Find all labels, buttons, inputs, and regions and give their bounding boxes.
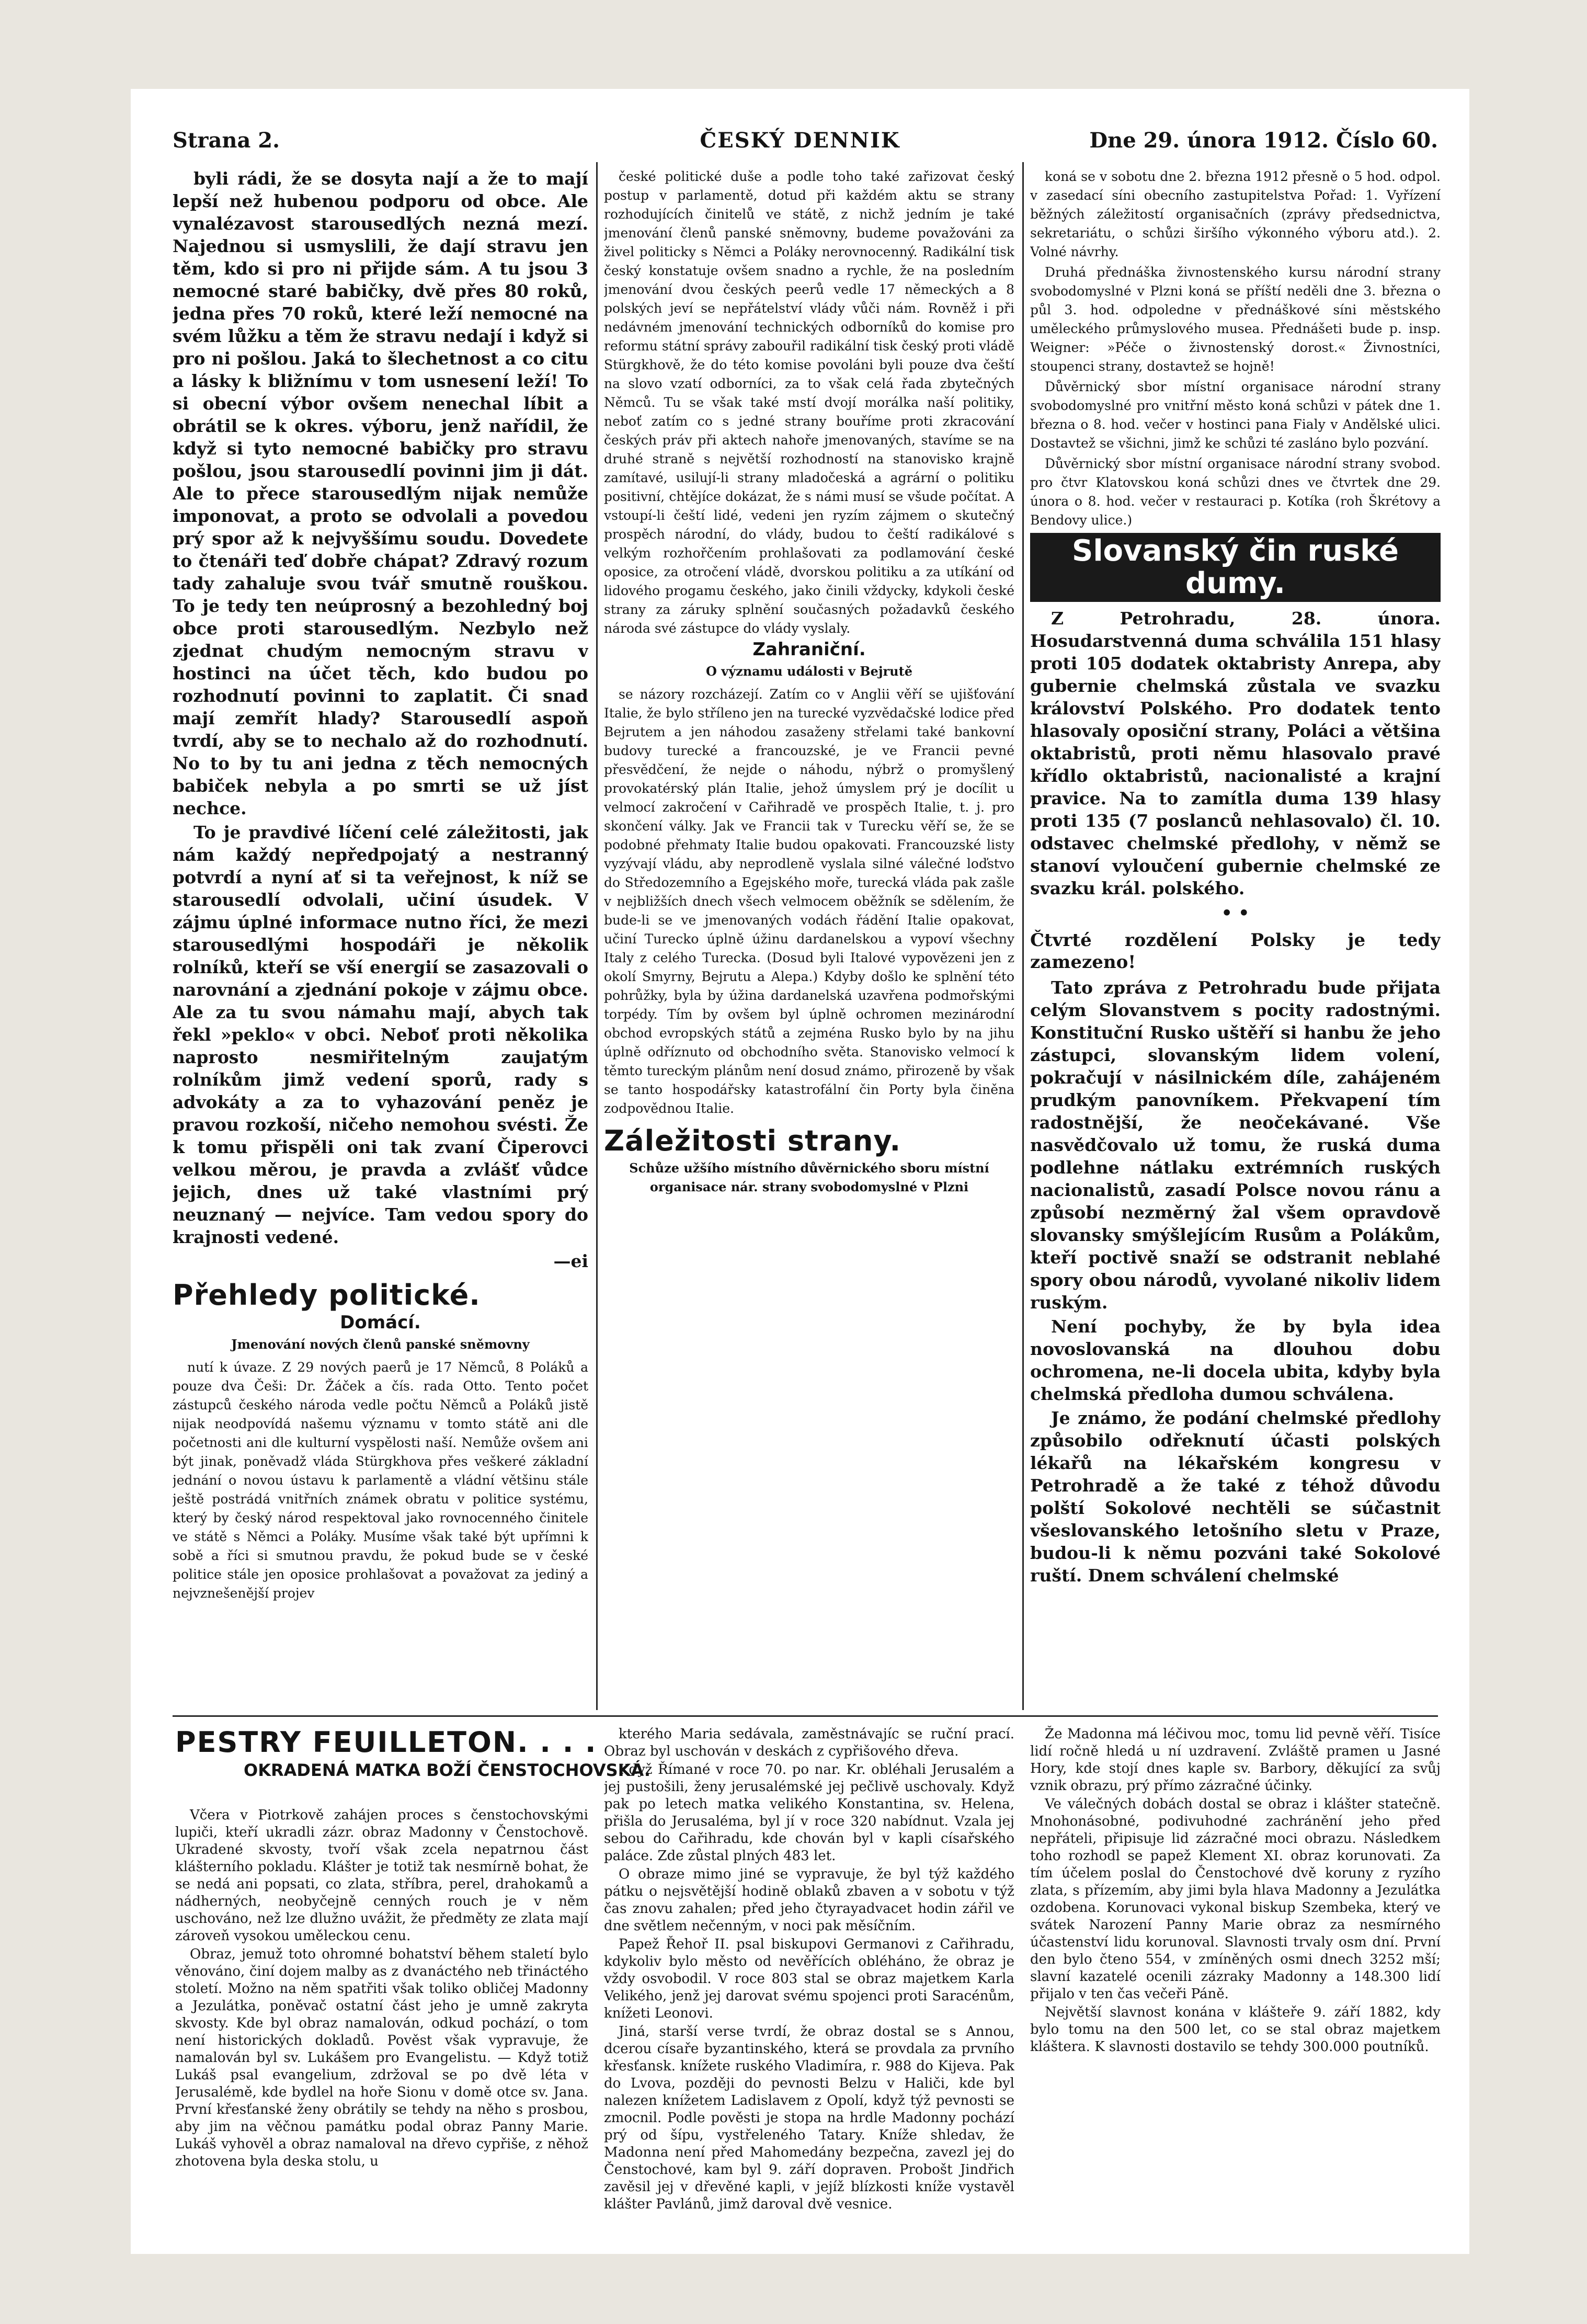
notice: koná se v sobotu dne 2. března 1912 přesně o 5 hod. odpol. v zasedací síni obecního zastupitelstva Pořad: 1. Vyřízení běžných záležitostí organisačních (zprávy předsednictva, sekretariátu, o schůzi širšího výkonného výboru atd.). 2. Volné návrhy. — [1030, 169, 1441, 259]
duma-article — [1030, 607, 1441, 1587]
issue-number: Číslo 60. — [1336, 128, 1438, 153]
feuilleton-column-3 — [1030, 1726, 1441, 2249]
col1-paragraph: byli rádi, že se dosyta nají a že to mají lepší než hubenou podporu od obce. Ale vynalézavost starousedlých nezná mezí. Najednou si usmyslili, že dají stravu jen těm, kdo si pro ni přijde sám. A tu jsou 3 nemocné staré babičky, dvě přes 80 roků, jedna přes 70 roků, které leží nemocné na svém lůžku a těm že stravu nedají i když si pro ni pošlou. Jaká to šlechetnost a co citu a lásky k bližnímu v tom usnesení leží! To si obecní výbor ovšem nenechal líbit a obrátil se k okres. výboru, jenž nařídil, že když si tyto nemocné babičky pro stravu pošlou, jsou starousedlí povinni jim ji dát. Ale to přece starousedlým nijak nemůže imponovat, a proto se odvolali a povedou prý spor až k nejvyššímu soudu. Dovedete to čtenáři teď dobře chápat? Zdravý rozum tady zahaluje svou tvář smutně rouškou. To je tedy ten neúprosný a bezohledný boj obce proti starousedlým. Nezbylo než zjednat chudým nemocným stravu v hostinci na účet těch, kdo budou po rozhodnutí povinni to zaplatit. Či snad mají zemřít hlady? Starousedlí aspoň tvrdí, aby se to nechalo až do rozhodnutí. No to by tu ani jedna z těch nemocných babiček nebyla a po smrti se už jíst nechce. — [173, 168, 588, 818]
duma-headline: Slovanský čin ruské dumy. — [1030, 533, 1441, 602]
feuilleton-paragraph: Největší slavnost konána v klášteře 9. září 1882, kdy bylo tomu na den 500 let, co se stal obraz majetkem kláštera. K slavnosti dostavilo se tehdy 300.000 poutníků. — [1030, 2004, 1441, 2055]
feuilleton-title: OKRADENÁ MATKA BOŽÍ ČENSTOCHOVSKÁ. — [244, 1760, 650, 1780]
section-title-foreign: Zahraniční. — [752, 639, 866, 660]
feuilleton-paragraph: Obraz, jemuž toto ohromné bohatství během staletí bylo věnováno, činí dojem malby as z dvanáctého neb třináctého století. Možno na něm spatřiti však toliko obličej Madonny a Jezulátka, poněvač ostatní část jeho je umně zakryta skvosty. Kde byl obraz namalován, odkud pochází, o tom není historických dokladů. Pověst však vypravuje, že namalován byl sv. Lukášem pro Evangelistu. — Když totiž Lukáš psal evangelium, zdržoval se po dvě léta v Jerusalémě, kde bydlel na hoře Sionu v domě otce sv. Jana. První křesťanské ženy obrátily se tehdy na něho s prosbou, aby jim na věčnou památku podal obraz Panny Marie. Lukáš vyhověl a obraz namaloval na dřevo cypřiše, z něhož zhotovena byla deska stolu, u — [175, 1946, 588, 2169]
notice: Důvěrnický sbor místní organisace národní strany svobodomyslné pro vnitřní město koná schůzi v pátek dne 1. března o 8. hod. večer v hostinci pana Fialy v Andělské ulici. Dostavtež se všichni, jimž ke schůzi té zasláno bylo pozvání. — [1030, 379, 1441, 451]
newspaper-title: ČESKÝ DENNIK — [700, 128, 900, 153]
duma-paragraph: Není pochyby, že by byla idea novoslovanská na dlouhou dobu ochromena, ne-li docela ubita, kdyby byla chelmská předloha dumou schválena. — [1030, 1316, 1441, 1404]
issue-date — [1089, 128, 1438, 153]
notice: Důvěrnický sbor místní organisace národní strany svobod. pro čtvr Klatovskou koná schůzi dnes ve čtvrtek dne 29. února o 8. hod. večer v restauraci p. Kotíka (roh Škrétovy a Bendovy ulice.) — [1030, 456, 1441, 528]
page-number: Strana 2. — [173, 128, 280, 153]
newspaper-page — [131, 89, 1469, 2254]
article-title-beirut: O významu události v Bejrutě — [706, 664, 912, 679]
masthead — [131, 128, 1469, 165]
feuilleton-paragraph: kterého Maria sedávala, zaměstnávajíc se ruční prací. Obraz byl uschován v deskách z cypřišového dřeva. — [604, 1726, 1014, 1759]
column-3 — [1030, 167, 1441, 1710]
col1-body — [173, 167, 588, 1272]
feuilleton-header: PESTRY FEUILLETON. . . . — [175, 1726, 597, 1759]
duma-paragraph: Tato zpráva z Petrohradu bude přijata celým Slovanstvem s pocity radostnými. Konstituční Rusko uštěří si hanbu že jeho zástupci, slovanským lidem volení, pokračují v násilnickém díle, zahájeném prudkým panovníkem. Překvapení tím radostnější, že neočekávané. Vše nasvědčovalo už tomu, že ruská duma podlehne nátlaku extrémních ruských nacionalistů, zasadí Polsce novou ránu a způsobí nezměrný žal všem opravdově slovansky smýšlejícím Rusům a Polákům, kteří poctivě snaží se odstranit neblahé spory obou národů, vyvolané nikoliv lidem ruským. — [1030, 977, 1441, 1313]
date-text: Dne 29. února 1912. — [1089, 128, 1329, 153]
duma-paragraph: Z Petrohradu, 28. února. Hosudarstvenná duma schválila 151 hlasy proti 105 dodatek oktabristy Anrepa, aby gubernie chelmská zůstala ve svazku království Polského. Pro dodatek tento hlasovaly oposiční strany, Poláci a většina oktabristů, proti němu hlasovalo pravé křídlo oktabristů, nacionalisté a krajní pravice. Na to zamítla duma 139 hlasy proti 135 (7 poslanců nehlasovalo) čl. 10. odstavec chelmské předlohy, v němž se stanoví vyloučení gubernie chelmské ze svazku král. polského. — [1030, 608, 1441, 898]
party-meeting-title: Schůze užšího místního důvěrnického sboru místní organisace nár. strany svobodomyslné v Plzni — [629, 1160, 989, 1194]
feuilleton-rule — [173, 1715, 1438, 1717]
feuilleton-paragraph: Včera v Piotrkově zahájen proces s čenstochovskými lupiči, kteří ukradli zázr. obraz Madonny v Čenstochově. Ukradené skvosty, tvoří však zcela nepatrnou část klášterního pokladu. Klášter je totiž tak nesmírně bohat, že se nedá ani popsati, co zlata, stříbra, perel, drahokamů a nádherných, neobyčejně cenných rouch je v něm uschováno, než lze dlužno uvážit, že předměty ze zlata mají zároveň vysokou uměleckou cenu. — [175, 1807, 588, 1944]
section-title-party: Záležitosti strany. — [604, 1124, 901, 1157]
feuilleton-paragraph: Jiná, starší verse tvrdí, že obraz dostal se s Annou, dcerou císaře byzantinského, která se provdala za prvního křesťansk. knížete ruského Vladimíra, r. 988 do Kijeva. Pak do Lvova, později do pevnosti Belzu v Haliči, kde byl nalezen knížetem Ladislavem z Opolí, když týž pevnosti se zmocnil. Podle pověsti je stopa na hrdle Madonny pochází prý od šípu, vystřeleného Tatary. Kníže shledav, že Madonna není před Mahomedány bezpečna, zavezl jej do Čenstochové, kam byl 9. září dopraven. Probošt Jindřich zavěsil jej v dřevěné kapli, v jejíž blízkosti kníže vystavěl klášter Pavlánů, jimž daroval dvě vesnice. — [604, 2024, 1014, 2212]
col1-paragraph: To je pravdivé líčení celé záležitosti, jak nám každý nepředpojatý a nestranný potvrdí a nyní ať si ta veřejnost, k níž se starousedlí odvolali, učiní úsudek. V zájmu úplné informace nutno říci, že mezi starousedlými hospodáři je několik rolníků, kteří se vší energií se zasazovali o narovnání a zjednání pokoje v zájmu obce. Ale za tu svou námahu mají, abych tak řekl »peklo« v obci. Neboť proti několika naprosto nesmiřitelným zaujatým rolníkům jimž vedení sporů, rady s advokáty a za to vyhazování peněz je pravou rozkoší, ničeho nemohou svésti. Že k tomu přispěli oni tak zvaní Čiperovci velkou měrou, je pravda a zvlášť vůdce jejich, dnes už také vlastními prý neuznaný — nejvíce. Tam vedou spory do krajnosti vedené. — [173, 822, 588, 1247]
feuilleton-paragraph: Že Madonna má léčivou moc, tomu lid pevně věří. Tisíce lidí ročně hledá u ní uzdravení. Zvláště pramen u Jasné Hory, kde stojí dnes kaple sv. Barbory, děkující za svůj vznik obrazu, prý přímo zázračné účinky. — [1030, 1726, 1441, 1794]
column-1 — [173, 167, 588, 1710]
duma-subhead: Čtvrté rozdělení Polsky je tedy zamezeno! — [1030, 930, 1441, 973]
feuilleton-paragraph: Ve válečných dobách dostal se obraz i klášter statečně. Mnohonásobné, podivuhodné zachránění jeho před nepřáteli, připisuje lid zázračné moci obrazu. Následkem toho rozhodl se papež Klement XI. obraz korunovati. Za tím účelem poslal do Čenstochové dvě koruny z ryzího zlata, s přízemím, aby jimi byla hlava Madonny a Jezulátka ozdobena. Korunovaci vykonal biskup Szembeka, který ve svátek Narození Panny Marie obraz za nesmírného účastenství lidu korunoval. Slavnosti trvaly osm dní. První den bylo čteno 554, v zmíněných osmi dnech 3252 mší; slavní kazatelé ocenili zázraky Madonny a 148.300 lidí přijalo v ten čas večeři Páně. — [1030, 1796, 1441, 2002]
col2-body: české politické duše a podle toho také zařizovat český postup v parlamentě, dotud při každém aktu se strany rozhodujících činitelů ve státě, z nichž jedním je také jmenování členů panské sněmovny, budeme považováni za živel politicky s Němci a Poláky nerovnocenný. Radikální tisk český konstatuje ovšem snadno a rychle, že na posledním jmenování dvou českých peerů vedle 17 německých a 8 polských jeví se nepřátelství vlády vůči nám. Rovněž i při nedávném jmenování technických odborníků do komise pro reformu státní správy zabouřil radikální tisk český proti vládě Stürgkhově, že do této komise povoláni byli pouze dva čeští na slovo vzatí odborníci, za to však celá řada zbytečných Němců. Tu se však také mstí dvojí morálka naší politiky, neboť zatím co s jedné strany bouříme proti zkracování českých práv při aktech nahoře jmenovaných, stavíme se na druhé straně s největší rozhodností na stanovisko krajně zamítavé, usilují-li strany mladočeská a agrární o politiku positivní, chtějíce dokázat, že s námi musí se všude počítat. A vstoupí-li čeští lidé, vedeni jen ryzím zájmem o skutečný prospěch národní, do vlády, budou to čeští radikálové s velkým rozhořčením prohlašovati za podlamování české oposice, za otročení vládě, dvorskou politiku a za utíkání od lidového progamu českého, jako činili vždycky, kdykoli české strany za záruky splnění současných požadavků českého národa své zástupce do vlády vyslaly. — [604, 169, 1014, 636]
feuilleton-paragraph: Papež Řehoř II. psal biskupovi Germanovi z Cařihradu, kdykoliv bylo město od nevěřících obléháno, že obraz je vždy osvobodil. V roce 803 stal se obraz majetkem Karla Velikého, jenž jej darovat svému spojenci proti Saracénům, knížeti Leonovi. — [604, 1936, 1014, 2021]
column-2 — [604, 167, 1014, 1710]
separator-dots: • • — [1221, 903, 1250, 923]
article-body: nutí k úvaze. Z 29 nových paerů je 17 Němců, 8 Poláků a pouze dva Češi: Dr. Žáček a čís. rada Otto. Tento počet zástupců českého národa vedle počtu Němců a Poláků jistě nijak neodpovídá našemu významu v tomto státě ani dle početnosti ani dle kulturní vyspělosti naší. Nemůže ovšem ani být jinak, poněvadž vláda Stürgkhova přes veškeré základní jednání o novou ústavu k parlamentě a vládní většinu stále ještě postrádá vnitřních známek obratu v politice systému, který by český národ respektoval jako rovnocenného činitele ve státě s Němci a Poláky. Musíme však také být upřímni k sobě a říci si smutnou pravdu, že pokud bude se v české politice stále jen oposice prohlašovat a považovat za jediný a nejvznešenější projev — [173, 1360, 588, 1601]
section-subtitle-domestic: Domácí. — [340, 1312, 421, 1333]
column-rule-1 — [596, 162, 598, 1710]
section-title-politics: Přehledy politické. — [173, 1279, 481, 1312]
column-rule-2 — [1022, 162, 1024, 1710]
notice: Druhá přednáška živnostenského kursu národní strany svobodomyslné v Plzni koná se příští neděli dne 3. března o půl 3. hod. odpoledne v přednáškové síni městského uměleckého průmyslového musea. Přednášeti bude p. insp. Weigner: »Péče o živnostenský dorost.« Živnostníci, stoupenci strany, dostavtež se hojně! — [1030, 265, 1441, 374]
article-title: Jmenování nových členů panské sněmovny — [231, 1337, 530, 1352]
article-body-beirut: se názory rozcházejí. Zatím co v Anglii věří se ujišťování Italie, že bylo stříleno jen na turecké vyzvědačské lodice před Bejrutem a jen náhodou zasaženy střelami také bankovní budovy turecké a francouzské, je ve Francii pevné přesvědčení, že nejde o náhodu, nýbrž o promyšlený provokatérský plán Italie, jehož úmyslem prý je docílit u velmocí zakročení v Cařihradě ve prospěch Italie, t. j. pro skončení války. Jak ve Francii tak v Turecku věří se, že se podobné přehmaty Italie budou opakovati. Francouzské listy vyzývají vládu, aby neprodleně vyslala silné válečné loďstvo do Středozemního a Egejského moře, turecká vláda pak zašle v nejbližších dnech všech velmocem oběžník se sdělením, že bude-li se ve jmenovaných vodách řádění Italie opakovat, učiní Turecko úplně úžinu dardanelskou a vypoví všechny Italy z celého Turecka. (Dosud byli Italové vypovězeni jen z okolí Smyrny, Bejrutu a Alepa.) Kdyby došlo ke splnění této pohrůžky, byla by úžina dardanelská uzavřena podmořskými torpédy. Tím by ovšem byl úplně ochromen mezinárodní obchod evropských států a zejména Rusko bylo by na jihu úplně odříznuto od obchodního světa. Stanovisko velmocí k těmto tureckým plánům není dosud známo, přirozeně by však se tanto hospodářsky katastrofální čin Porty byla činěna zodpovědnou Italie. — [604, 687, 1014, 1116]
feuilleton-column-2 — [604, 1726, 1014, 2249]
signature: —ei — [553, 1251, 588, 1271]
feuilleton-column-1 — [175, 1807, 588, 2246]
feuilleton-paragraph: Když Římané v roce 70. po nar. Kr. obléhali Jerusalém a jej pustošili, ženy jerusalémské jej pečlivě uschovaly. Když pak po letech matka velikého Konstantina, sv. Helena, přišla do Jerusaléma, byl jí v roce 320 nabídnut. Vzala jej sebou do Cařihradu, kde chován byl v kapli císařského paláce. Zde zůstal plných 483 let. — [604, 1762, 1014, 1864]
duma-paragraph: Je známo, že podání chelmské předlohy způsobilo odřeknutí účasti polských lékařů na lékařském kongresu v Petrohradě a že také z téhož důvodu polští Sokolové nechtěli se súčastnit všeslovanského letošního sletu v Praze, budou-li k němu pozváni také Sokolové ruští. Dnem schválení chelmské — [1030, 1408, 1441, 1586]
feuilleton-paragraph: O obraze mimo jiné se vypravuje, že byl týž každého pátku o nejsvětější hodině oblaků zbaven a v sobotu v týž čas znovu zahalen; před jeho čtyrayadvacet hodin zářil ve dne světlem nečenným, v noci pak měsíčním. — [604, 1866, 1014, 1934]
